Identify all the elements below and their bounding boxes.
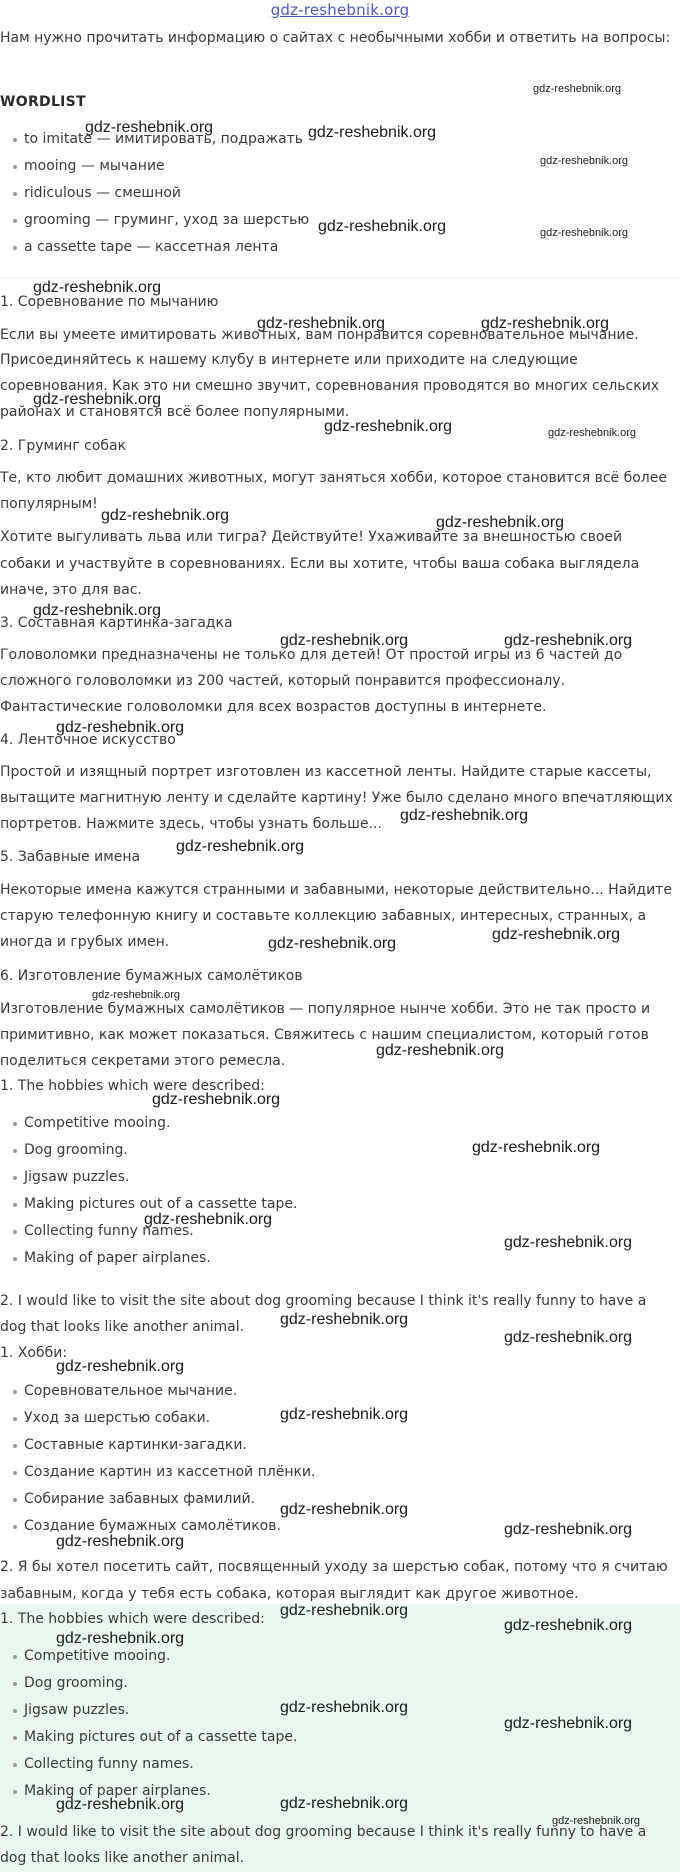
wordlist-item: to imitate — имитировать, подражать — [0, 126, 309, 153]
section-line: собаки и участвуйте в соревнованиях. Если вы хотите, чтобы ваша собака выглядела — [0, 556, 640, 572]
watermark: gdz-reshebnik.org — [176, 838, 305, 855]
answer-item: Dog grooming. — [0, 1137, 297, 1164]
site-title-link[interactable]: gdz-reshebnik.org — [270, 1, 410, 19]
section-line: старую телефонную книгу и составьте коллекцию забавных, интересных, странных, а — [0, 908, 647, 924]
section-line: Хотите выгуливать льва или тигра? Действуйте! Ухаживайте за внешностью своей — [0, 529, 623, 545]
answer-item: Уход за шерстью собаки. — [0, 1405, 315, 1432]
section-title: 5. Забавные имена — [0, 849, 141, 865]
divider — [0, 277, 680, 278]
watermark: gdz-reshebnik.org — [56, 719, 185, 736]
section-line: иногда и грубых имен. — [0, 934, 170, 950]
answer-list — [0, 1110, 297, 1272]
watermark: gdz-reshebnik.org — [92, 989, 181, 1001]
section-line: Некоторые имена кажутся странными и забавными, некоторые действительно... Найдите — [0, 882, 672, 898]
watermark: gdz-reshebnik.org — [280, 1602, 409, 1619]
watermark: gdz-reshebnik.org — [280, 1699, 409, 1716]
answer-list — [0, 1378, 315, 1540]
watermark: gdz-reshebnik.org — [268, 935, 397, 952]
watermark: gdz-reshebnik.org — [324, 418, 453, 435]
section-line: Присоединяйтесь к нашему клубу в интернете или приходите на следующие — [0, 352, 578, 368]
section-line: Те, кто любит домашних животных, могут заняться хобби, которое становится всё более — [0, 470, 667, 486]
section-line: популярным! — [0, 496, 98, 512]
answer-q2-line: забавным, когда у тебя есть собака, которая выглядит как другое животное. — [0, 1586, 579, 1602]
watermark: gdz-reshebnik.org — [540, 227, 629, 239]
section-title: 1. Соревнование по мычанию — [0, 294, 219, 310]
watermark: gdz-reshebnik.org — [318, 218, 447, 235]
answer-item: Собирание забавных фамилий. — [0, 1486, 315, 1513]
watermark: gdz-reshebnik.org — [33, 279, 162, 296]
section-line: Головоломки предназначены не только для детей! От простой игры из 6 частей до — [0, 647, 623, 663]
answer-item: Dog grooming. — [0, 1670, 297, 1697]
watermark: gdz-reshebnik.org — [56, 1533, 185, 1550]
watermark: gdz-reshebnik.org — [56, 1358, 185, 1375]
answer-item: Making of paper airplanes. — [0, 1778, 297, 1805]
section-line: соревнования. Как это ни смешно звучит, соревнования проводятся во многих сельских — [0, 378, 660, 394]
section-line: Если вы умеете имитировать животных, вам понравится соревновательное мычание. — [0, 327, 639, 343]
watermark: gdz-reshebnik.org — [548, 427, 637, 439]
watermark: gdz-reshebnik.org — [56, 1630, 185, 1647]
intro-text: Нам нужно прочитать информацию о сайтах с необычными хобби и ответить на вопросы: — [0, 30, 671, 46]
section-line: Фантастические головоломки для всех возрастов доступны в интернете. — [0, 699, 547, 715]
wordlist-item: a cassette tape — кассетная лента — [0, 234, 309, 261]
wordlist-item: grooming — груминг, уход за шерстью — [0, 207, 309, 234]
watermark: gdz-reshebnik.org — [552, 1815, 641, 1827]
section-line: вытащите магнитную ленту и сделайте картину! Уже было сделано много впечатляющих — [0, 790, 673, 806]
watermark: gdz-reshebnik.org — [257, 315, 386, 332]
watermark: gdz-reshebnik.org — [152, 1091, 281, 1108]
answer-item: Making pictures out of a cassette tape. — [0, 1191, 297, 1218]
watermark: gdz-reshebnik.org — [504, 1617, 633, 1634]
watermark: gdz-reshebnik.org — [280, 1406, 409, 1423]
watermark: gdz-reshebnik.org — [504, 1521, 633, 1538]
watermark: gdz-reshebnik.org — [504, 1329, 633, 1346]
wordlist-item: ridiculous — смешной — [0, 180, 309, 207]
watermark: gdz-reshebnik.org — [33, 602, 162, 619]
answer-item: Создание картин из кассетной плёнки. — [0, 1459, 315, 1486]
answer-item: Соревновательное мычание. — [0, 1378, 315, 1405]
intro-line-1 — [0, 26, 680, 51]
section-line: портретов. Нажмите здесь, чтобы узнать больше... — [0, 816, 382, 832]
section-title: 4. Ленточное искусство — [0, 732, 176, 748]
watermark: gdz-reshebnik.org — [533, 83, 622, 95]
section-line: Изготовление бумажных самолётиков — популярное нынче хобби. Это не так просто и — [0, 1001, 651, 1017]
answer-item: Создание бумажных самолётиков. — [0, 1513, 315, 1540]
section-title: 2. Груминг собак — [0, 438, 127, 454]
answer-q1-heading: 1. Хобби: — [0, 1345, 68, 1361]
answer-q2-line: 2. I would like to visit the site about dog grooming because I think it's really funny to have a — [0, 1293, 647, 1309]
watermark: gdz-reshebnik.org — [101, 507, 230, 524]
section-line: Простой и изящный портрет изготовлен из кассетной ленты. Найдите старые кассеты, — [0, 764, 652, 780]
watermark: gdz-reshebnik.org — [280, 1795, 409, 1812]
watermark: gdz-reshebnik.org — [436, 514, 565, 531]
watermark: gdz-reshebnik.org — [280, 632, 409, 649]
wordlist — [0, 126, 309, 261]
answer-q2-line: dog that looks like another animal. — [0, 1319, 245, 1335]
section-title: 6. Изготовление бумажных самолётиков — [0, 968, 303, 984]
watermark: gdz-reshebnik.org — [144, 1211, 273, 1228]
answer-q1-heading: 1. The hobbies which were described: — [0, 1078, 265, 1094]
answer-item: Collecting funny names. — [0, 1751, 297, 1778]
wordlist-heading: WORDLIST — [0, 94, 86, 110]
section-line: сложного головоломки из 200 частей, который понравится профессионалу. — [0, 673, 566, 689]
watermark: gdz-reshebnik.org — [472, 1139, 601, 1156]
section-line: поделиться секретами этого ремесла. — [0, 1053, 286, 1069]
watermark: gdz-reshebnik.org — [492, 926, 621, 943]
watermark: gdz-reshebnik.org — [280, 1501, 409, 1518]
answer-item: Making pictures out of a cassette tape. — [0, 1724, 297, 1751]
watermark: gdz-reshebnik.org — [33, 391, 162, 408]
watermark: gdz-reshebnik.org — [280, 1311, 409, 1328]
watermark: gdz-reshebnik.org — [308, 124, 437, 141]
answer-item: Jigsaw puzzles. — [0, 1697, 297, 1724]
answer-item: Competitive mooing. — [0, 1110, 297, 1137]
answer-item: Collecting funny names. — [0, 1218, 297, 1245]
wordlist-item: mooing — мычание — [0, 153, 309, 180]
watermark: gdz-reshebnik.org — [504, 1234, 633, 1251]
watermark: gdz-reshebnik.org — [56, 1796, 185, 1813]
watermark: gdz-reshebnik.org — [504, 1715, 633, 1732]
section-title: 3. Составная картинка-загадка — [0, 615, 233, 631]
section-line: иначе, это для вас. — [0, 582, 142, 598]
section-line: примитивно, как может показаться. Свяжитесь с нашим специалистом, который готов — [0, 1027, 649, 1043]
answer-q2-line: 2. Я бы хотел посетить сайт, посвященный уходу за шерстью собак, потому что я считаю — [0, 1559, 668, 1575]
watermark: gdz-reshebnik.org — [540, 155, 629, 167]
answer-item: Making of paper airplanes. — [0, 1245, 297, 1272]
watermark: gdz-reshebnik.org — [400, 807, 529, 824]
answer-item: Составные картинки-загадки. — [0, 1432, 315, 1459]
answer-q1-heading: 1. The hobbies which were described: — [0, 1611, 265, 1627]
answer-q2-line: dog that looks like another animal. — [0, 1850, 245, 1866]
section-line: районах и становятся всё более популярными. — [0, 404, 350, 420]
watermark: gdz-reshebnik.org — [504, 632, 633, 649]
answer-q2-line: 2. I would like to visit the site about dog grooming because I think it's really funny to have a — [0, 1824, 647, 1840]
answer-list — [0, 1643, 297, 1805]
watermark: gdz-reshebnik.org — [376, 1042, 505, 1059]
watermark: gdz-reshebnik.org — [85, 119, 214, 136]
answer-item: Competitive mooing. — [0, 1643, 297, 1670]
answer-item: Jigsaw puzzles. — [0, 1164, 297, 1191]
watermark: gdz-reshebnik.org — [481, 315, 610, 332]
